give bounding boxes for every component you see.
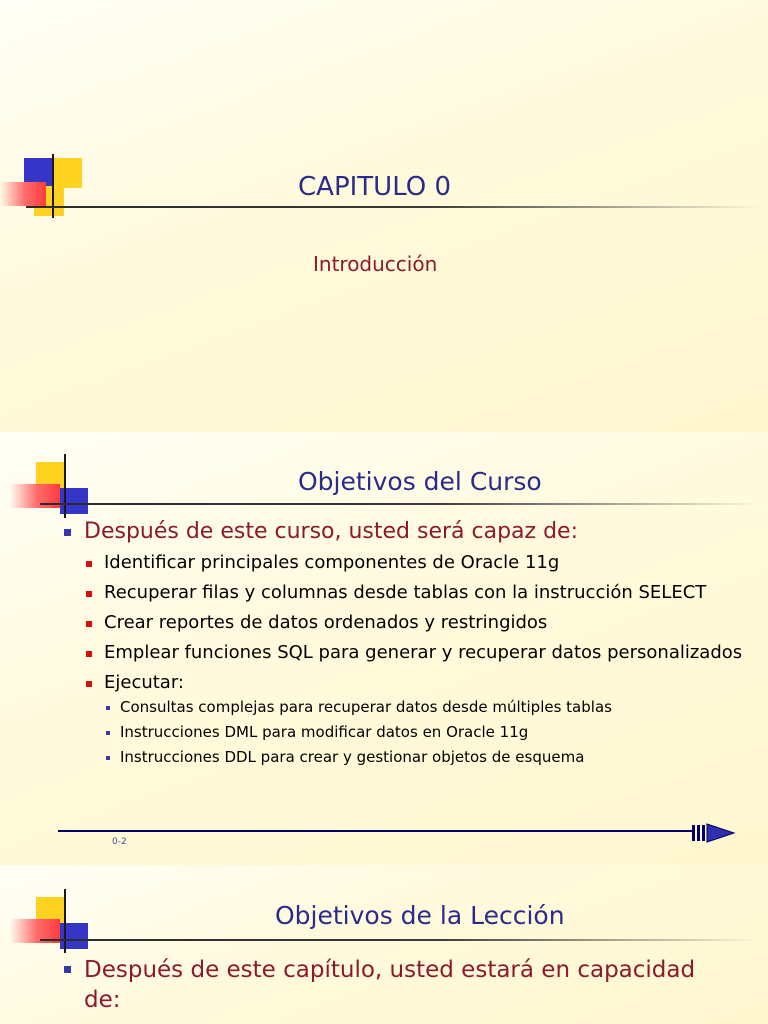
list-item (84, 551, 752, 574)
item-text: Crear reportes de datos ordenados y restringidos (104, 612, 548, 633)
list-item (104, 722, 752, 742)
corner-logo-icon (0, 154, 110, 224)
corner-logo-icon (10, 454, 120, 524)
list-item (62, 518, 752, 767)
list-item (84, 611, 752, 634)
title-rule (40, 503, 760, 505)
subitem-text: Instrucciones DML para modificar datos en Oracle 11g (120, 723, 529, 741)
item-text: Recuperar filas y columnas desde tablas con la instrucción SELECT (104, 582, 707, 603)
slide-title: Objetivos del Curso (298, 467, 542, 496)
list-item (84, 581, 752, 604)
content-list (62, 518, 752, 772)
item-text: Identificar principales componentes de Oracle 11g (104, 552, 560, 573)
corner-logo-icon (10, 889, 120, 959)
slide-title: Objetivos de la Lección (275, 901, 565, 930)
intro-text: Después de este capítulo, usted estará en capacidad de: (84, 957, 696, 1013)
slide-title: CAPITULO 0 (298, 172, 452, 202)
list-item (84, 641, 752, 664)
slide-capitulo (0, 0, 768, 432)
slide-objetivos-leccion (0, 865, 768, 1024)
slide-subtitle: Introducción (313, 252, 438, 276)
subitem-text: Instrucciones DDL para crear y gestionar objetos de esquema (120, 748, 585, 766)
slide-objetivos-curso (0, 432, 768, 865)
item-text: Emplear funciones SQL para generar y recuperar datos personalizados (104, 642, 743, 663)
list-item (62, 955, 702, 1015)
subitem-text: Consultas complejas para recuperar datos desde múltiples tablas (120, 698, 612, 716)
list-item (84, 671, 752, 767)
content-list (62, 955, 702, 1015)
list-item (104, 747, 752, 767)
title-rule (26, 206, 760, 208)
title-rule (40, 939, 760, 941)
item-text: Ejecutar: (104, 672, 184, 693)
intro-text: Después de este curso, usted será capaz de: (84, 519, 578, 544)
page-number: 0-2 (112, 837, 127, 847)
next-arrow-icon[interactable] (692, 822, 736, 844)
list-item (104, 697, 752, 717)
footer-rule (58, 830, 694, 832)
